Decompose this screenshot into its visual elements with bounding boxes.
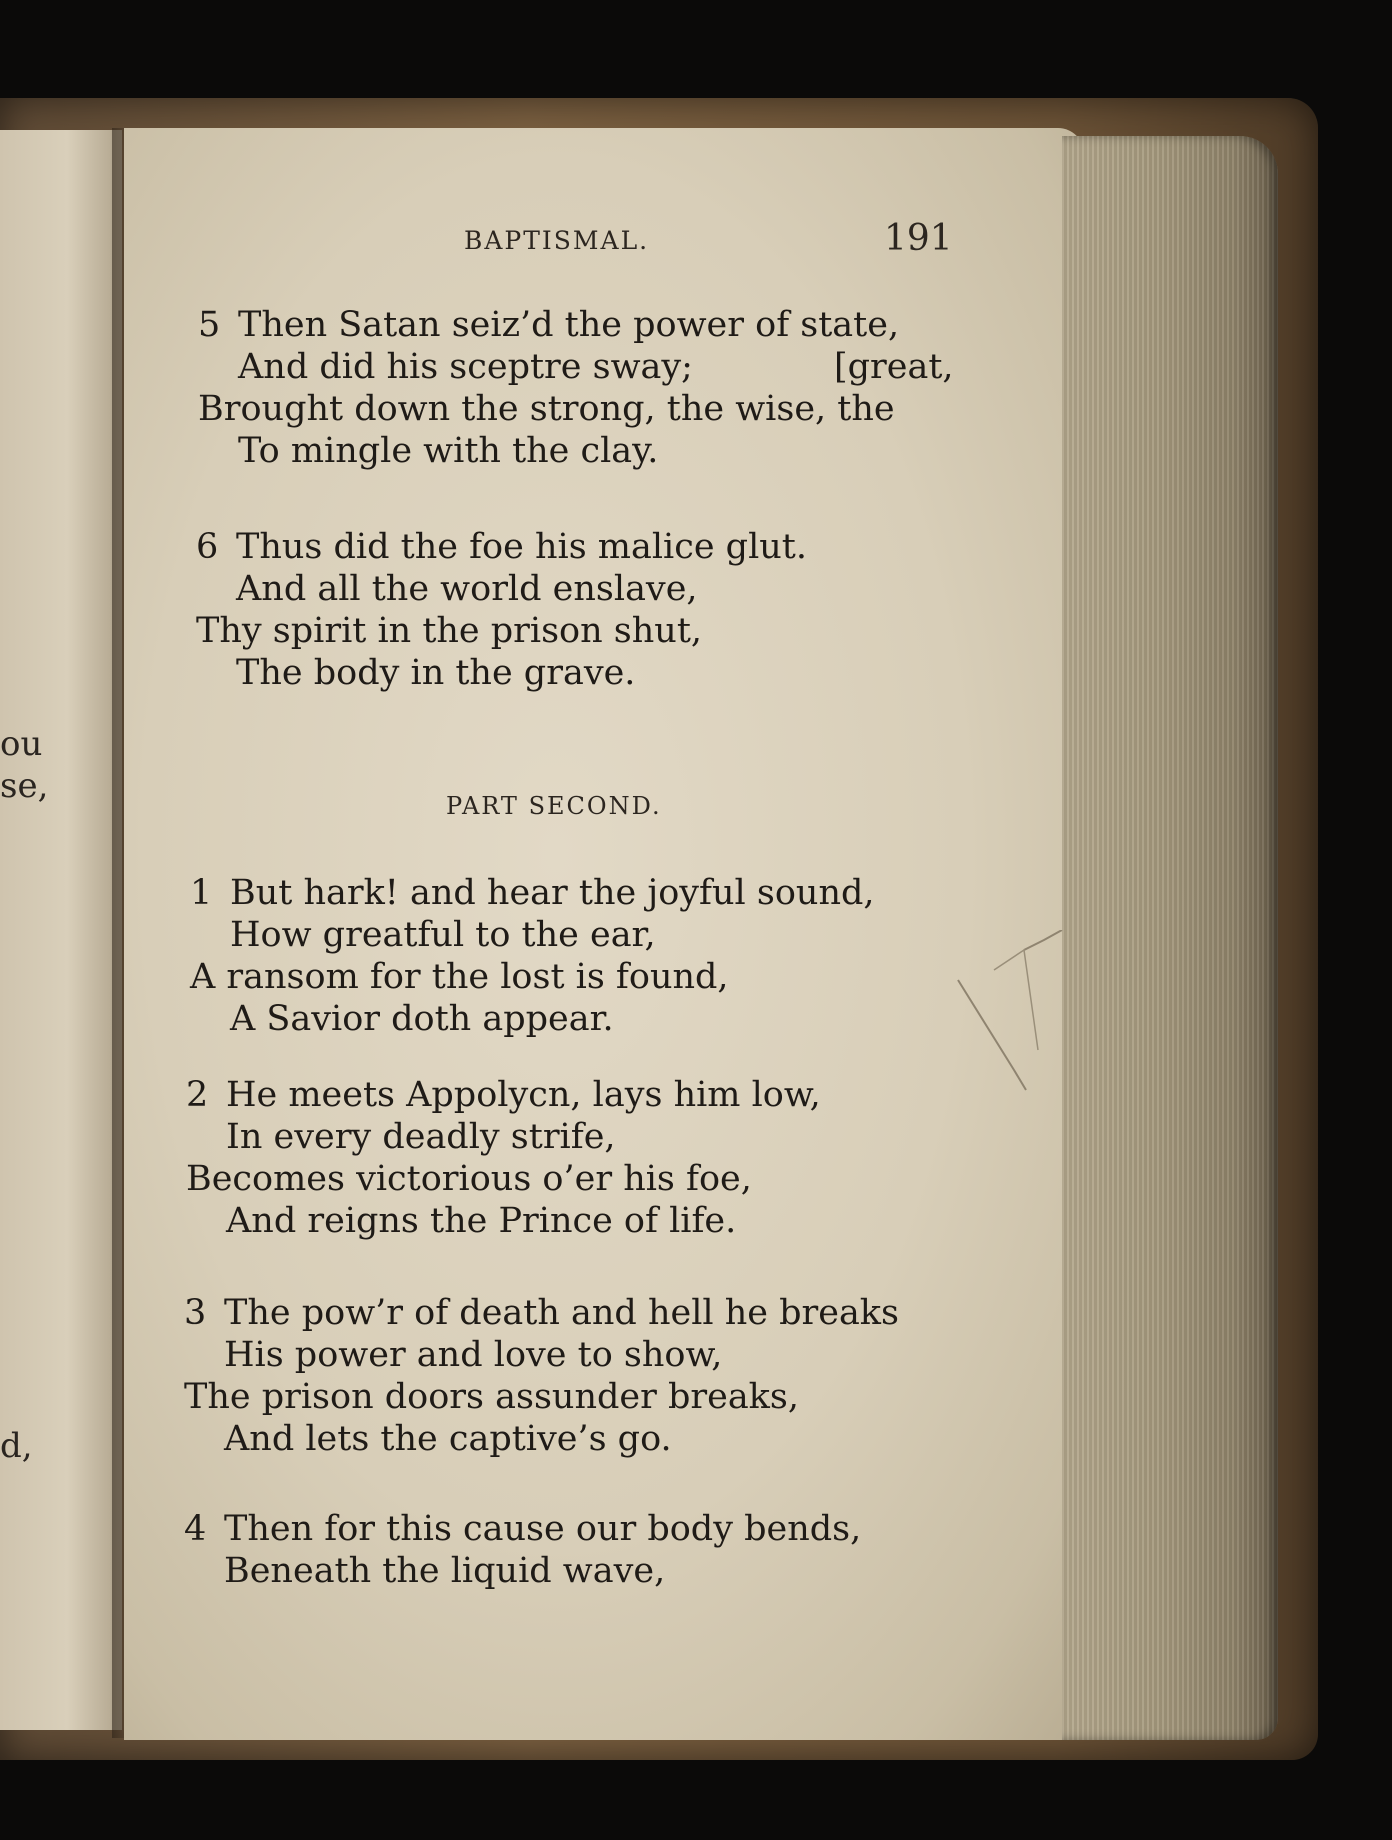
- verse-line-text: He meets Appolycn, lays him low,: [226, 1075, 821, 1115]
- left-page-fragment: d,: [0, 1426, 33, 1466]
- verse-line-text: And lets the captive’s go.: [224, 1419, 672, 1459]
- verse-4: [184, 1508, 984, 1592]
- verse-line-text: The body in the grave.: [236, 653, 636, 693]
- verse-line-text: In every deadly strife,: [226, 1117, 616, 1157]
- verse-line-text: His power and love to show,: [224, 1335, 723, 1375]
- verse-line-text: How greatful to the ear,: [230, 915, 656, 955]
- running-head: BAPTISMAL.: [464, 226, 650, 255]
- verse-line: [186, 1116, 986, 1158]
- verse-5: [198, 304, 998, 472]
- verse-line: [184, 1418, 984, 1460]
- verse-line: [196, 652, 996, 694]
- left-page-fragment: se,: [0, 766, 49, 806]
- verse-line: [190, 956, 990, 998]
- verse-line-text: Becomes victorious o’er his foe,: [186, 1159, 752, 1199]
- verse-line-text: To mingle with the clay.: [238, 431, 659, 471]
- verse-number: 4: [184, 1509, 207, 1549]
- verse-line: [186, 1200, 986, 1242]
- verse-line-text: A ransom for the lost is found,: [190, 957, 729, 997]
- page-number: 191: [884, 218, 953, 259]
- verse-line: [184, 1376, 984, 1418]
- verse-6: [196, 526, 996, 694]
- verse-line-text: And reigns the Prince of life.: [226, 1201, 737, 1241]
- verse-line: [184, 1508, 984, 1550]
- verse-line-text: The prison doors assunder breaks,: [184, 1377, 799, 1417]
- verse-line: [198, 346, 998, 388]
- verse-line: [184, 1334, 984, 1376]
- verse-line: [196, 568, 996, 610]
- verse-line-text: Then Satan seiz’d the power of state,: [238, 305, 900, 345]
- verse-line: [196, 526, 996, 568]
- verse-line: [190, 872, 990, 914]
- verse-line: [184, 1550, 984, 1592]
- verse-line: [190, 914, 990, 956]
- verse-line: [198, 430, 998, 472]
- verse-line: [196, 610, 996, 652]
- verse-number: 6: [196, 527, 219, 567]
- verse-line-text: And did his sceptre sway;: [238, 347, 693, 387]
- verse-line-text: The pow’r of death and hell he breaks: [224, 1293, 899, 1333]
- verse-line-text: Thus did the foe his malice glut.: [236, 527, 807, 567]
- catchword: [great,: [834, 347, 954, 387]
- verse-line-text: Brought down the strong, the wise, the: [198, 389, 895, 429]
- verse-line: [184, 1292, 984, 1334]
- left-page-fragment: ou: [0, 724, 43, 764]
- verse-line-text: Beneath the liquid wave,: [224, 1551, 666, 1591]
- verse-1: [190, 872, 990, 1040]
- verse-line: [190, 998, 990, 1040]
- verse-line: [186, 1074, 986, 1116]
- verse-line: [198, 388, 998, 430]
- verse-line: [186, 1158, 986, 1200]
- verse-line-text: But hark! and hear the joyful sound,: [230, 873, 875, 913]
- verse-line-text: Thy spirit in the prison shut,: [196, 611, 703, 651]
- verse-line-text: A Savior doth appear.: [230, 999, 614, 1039]
- verse-line-text: Then for this cause our body bends,: [224, 1509, 862, 1549]
- verse-number: 5: [198, 305, 221, 345]
- verse-number: 2: [186, 1075, 209, 1115]
- verse-number: 1: [190, 873, 213, 913]
- verse-line-text: And all the world enslave,: [236, 569, 698, 609]
- part-title: PART SECOND.: [446, 792, 662, 820]
- verse-number: 3: [184, 1293, 207, 1333]
- verse-line: [198, 304, 998, 346]
- verse-3: [184, 1292, 984, 1460]
- verse-2: [186, 1074, 986, 1242]
